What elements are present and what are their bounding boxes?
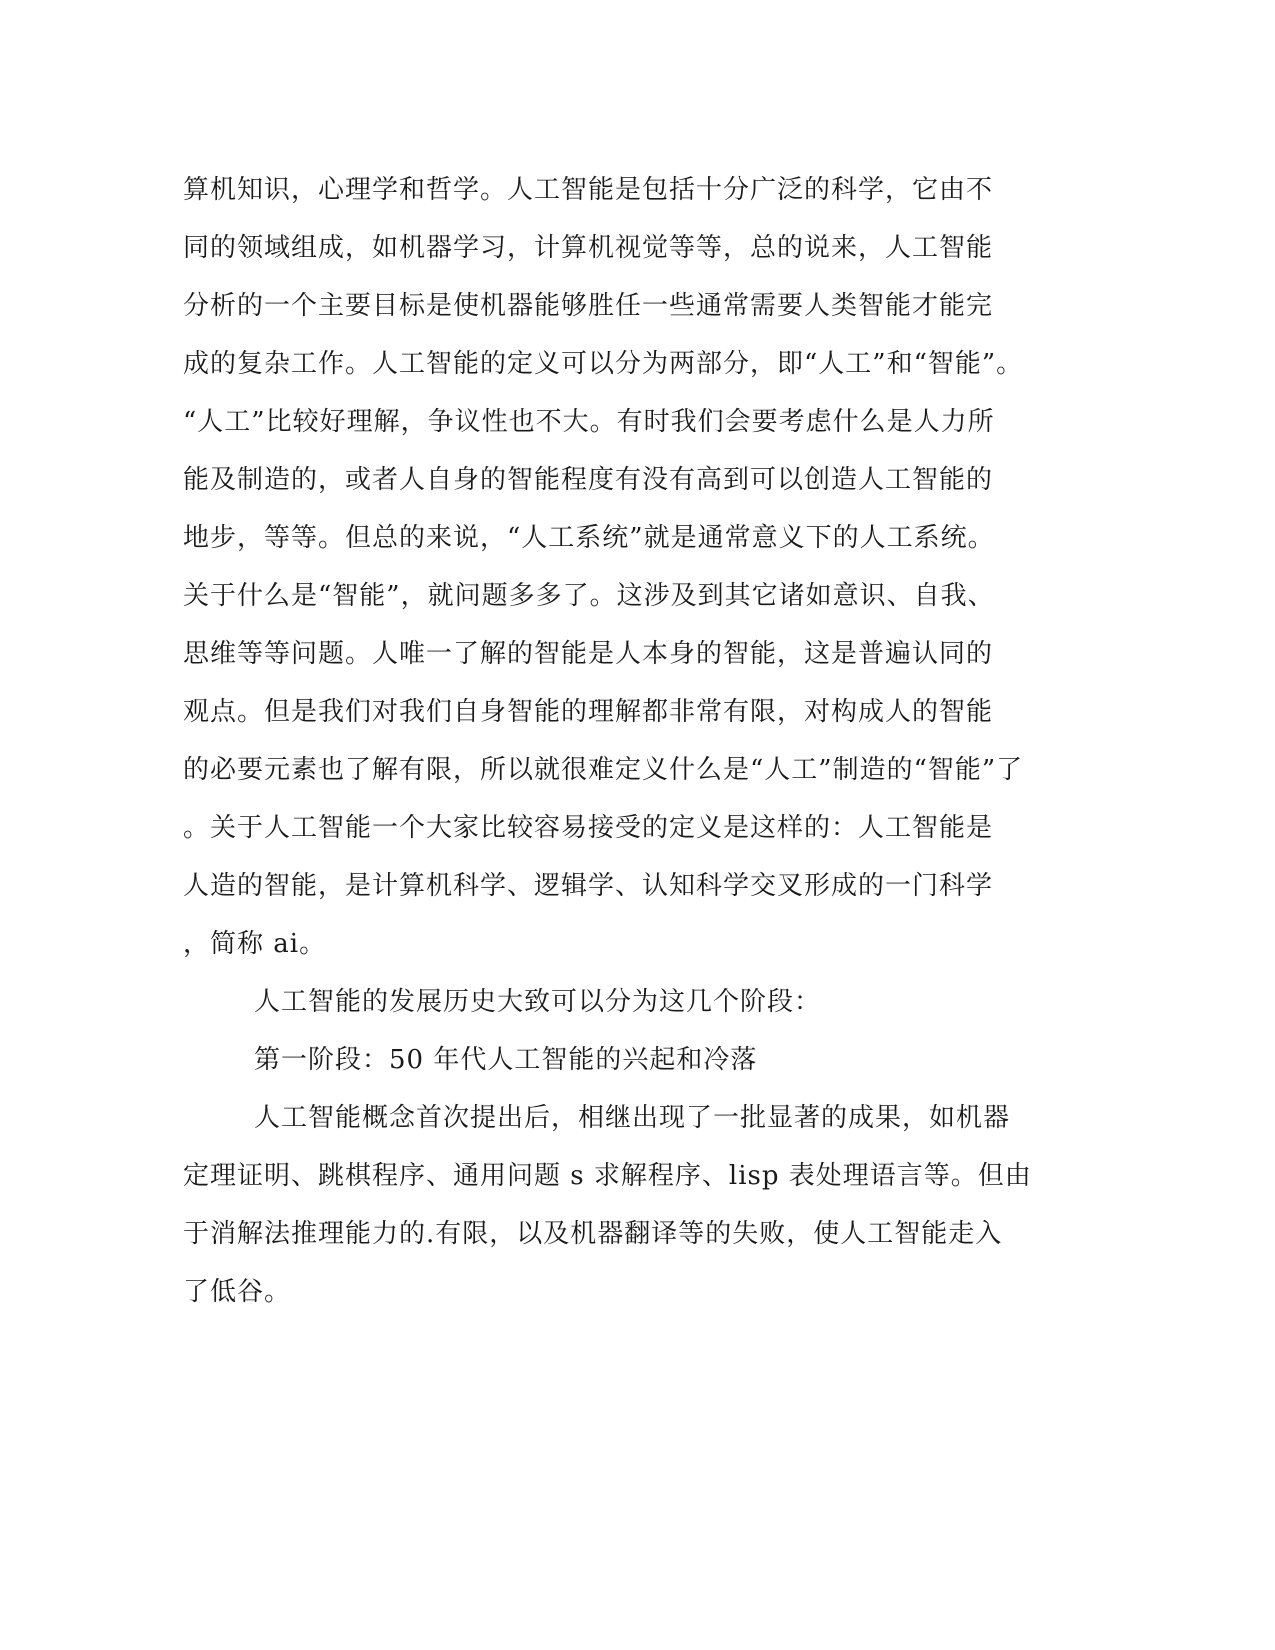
stage-one-heading: 第一阶段：50 年代人工智能的兴起和冷落: [254, 1045, 758, 1075]
text-line: 算机知识，心理学和哲学。人工智能是包括十分广泛的科学，它由不: [183, 175, 994, 205]
text-line: 思维等等问题。人唯一了解的智能是人本身的智能，这是普遍认同的: [183, 639, 994, 669]
text-line: 同的领域组成，如机器学习，计算机视觉等等，总的说来，人工智能: [183, 233, 994, 263]
text-line: “人工”比较好理解，争议性也不大。有时我们会要考虑什么是人力所: [183, 407, 995, 437]
text-line: 于消解法推理能力的.有限，以及机器翻译等的失败，使人工智能走入: [183, 1219, 1003, 1249]
text-line: 关于什么是“智能”，就问题多多了。这涉及到其它诸如意识、自我、: [183, 581, 995, 611]
text-line: 地步，等等。但总的来说，“人工系统”就是通常意义下的人工系统。: [183, 523, 995, 553]
history-intro: 人工智能的发展历史大致可以分为这几个阶段：: [254, 987, 822, 1017]
text-line: ，简称 ai。: [183, 929, 327, 959]
text-line: 成的复杂工作。人工智能的定义可以分为两部分，即“人工”和“智能”。: [183, 349, 1024, 379]
text-line: 定理证明、跳棋程序、通用问题 s 求解程序、lisp 表处理语言等。但由: [183, 1161, 1032, 1191]
text-line: 人工智能概念首次提出后，相继出现了一批显著的成果，如机器: [254, 1103, 1011, 1133]
text-line: 人造的智能，是计算机科学、逻辑学、认知科学交叉形成的一门科学: [183, 871, 994, 901]
text-line: 的必要元素也了解有限，所以就很难定义什么是“人工”制造的“智能”了: [183, 755, 1024, 785]
text-line: 能及制造的，或者人自身的智能程度有没有高到可以创造人工智能的: [183, 465, 994, 495]
text-line: 分析的一个主要目标是使机器能够胜任一些通常需要人类智能才能完: [183, 291, 994, 321]
text-line: 观点。但是我们对我们自身智能的理解都非常有限，对构成人的智能: [183, 697, 994, 727]
text-line: 了低谷。: [183, 1277, 292, 1307]
text-line: 。关于人工智能一个大家比较容易接受的定义是这样的：人工智能是: [183, 813, 994, 843]
